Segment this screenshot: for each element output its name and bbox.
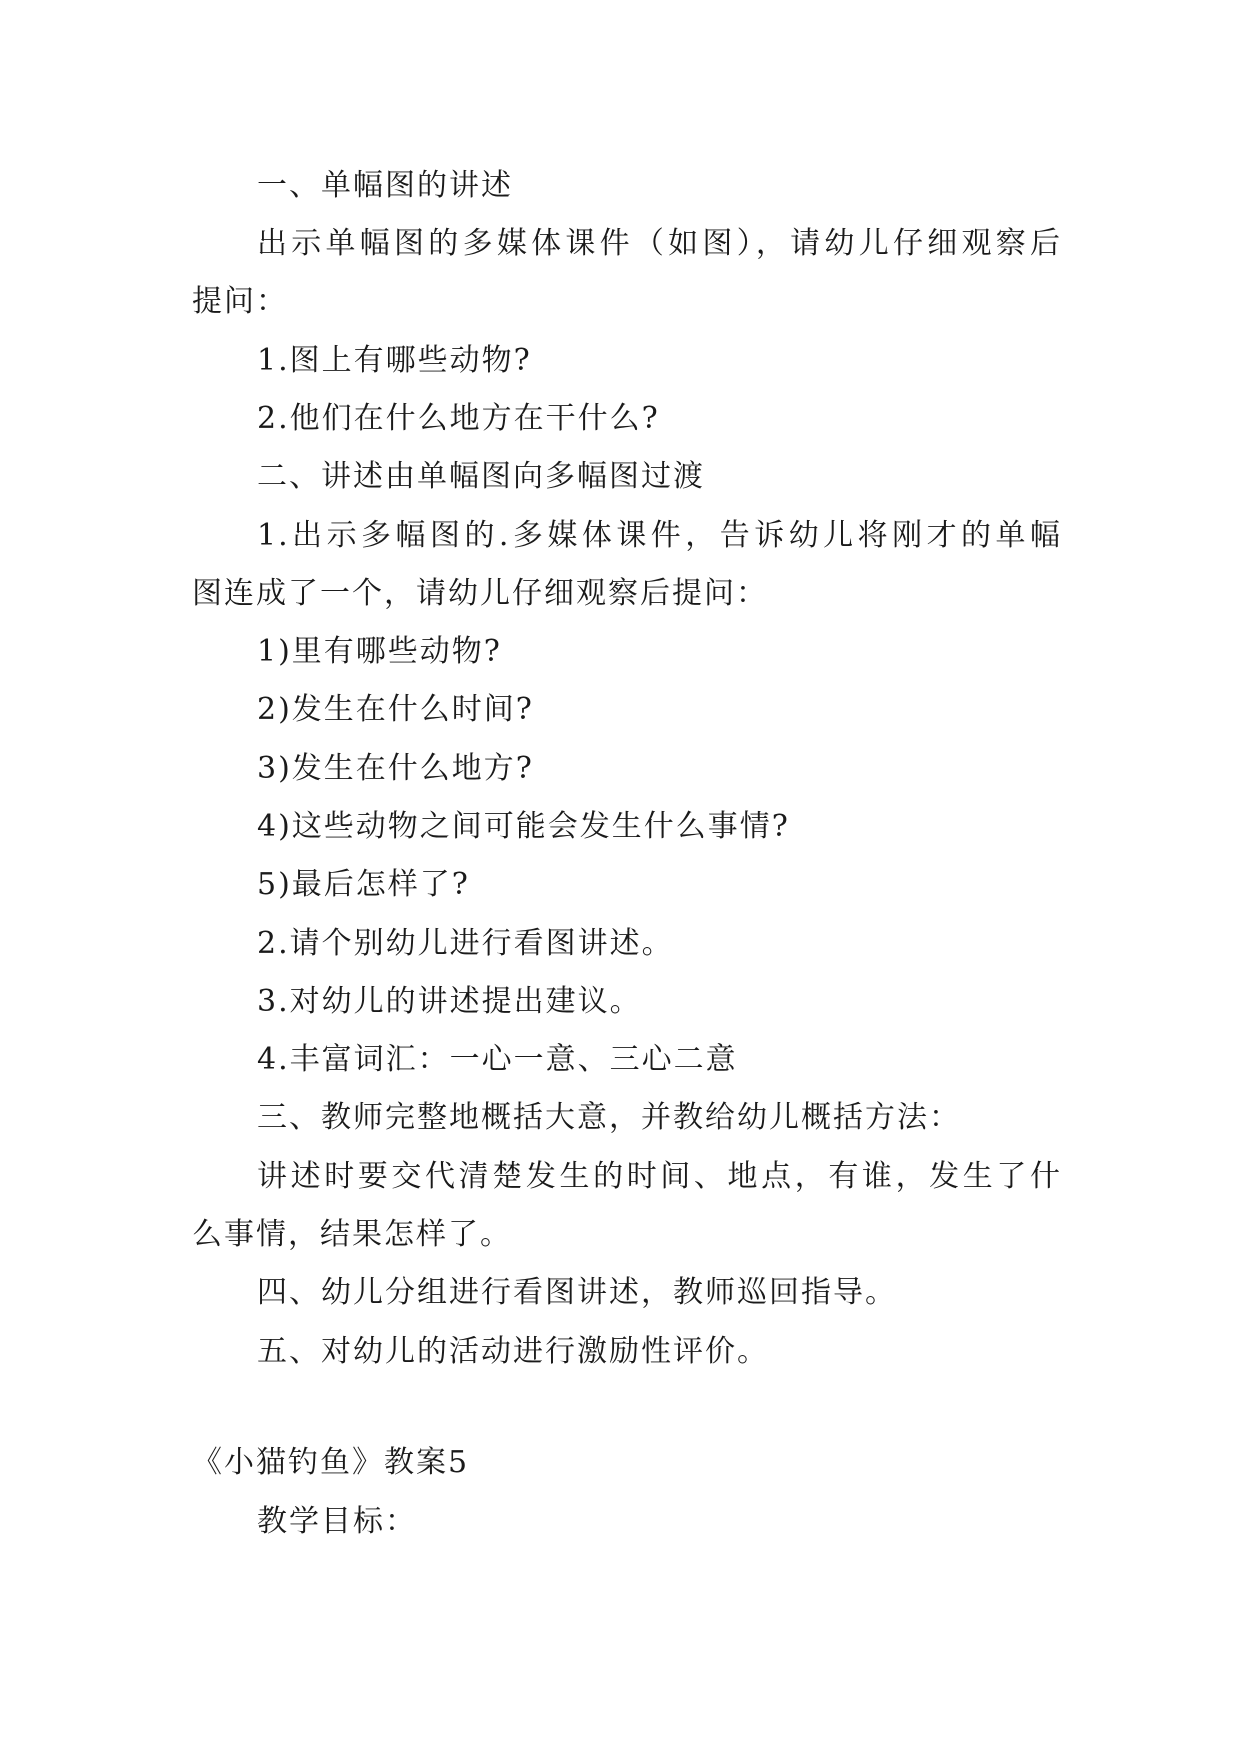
section-heading-2: 二、讲述由单幅图向多幅图过渡 xyxy=(257,459,705,494)
paragraph-line: 出示单幅图的多媒体课件（如图），请幼儿仔细观察后 xyxy=(257,226,1062,261)
question-item: 3)发生在什么地方? xyxy=(257,751,534,786)
question-item: 1.图上有哪些动物? xyxy=(257,343,532,378)
list-item: 4.丰富词汇：一心一意、三心二意 xyxy=(257,1042,738,1077)
paragraph-line: 讲述时要交代清楚发生的时间、地点，有谁，发生了什 xyxy=(257,1159,1062,1194)
paragraph-line: 么事情，结果怎样了。 xyxy=(192,1217,512,1252)
section-heading-4: 四、幼儿分组进行看图讲述，教师巡回指导。 xyxy=(257,1275,897,1310)
paragraph-line: 提问： xyxy=(192,284,288,319)
section-heading-5: 五、对幼儿的活动进行激励性评价。 xyxy=(257,1334,769,1369)
section-heading-3: 三、教师完整地概括大意，并教给幼儿概括方法： xyxy=(257,1100,961,1135)
question-item: 4)这些动物之间可能会发生什么事情? xyxy=(257,809,790,844)
question-item: 5)最后怎样了? xyxy=(257,867,470,902)
list-item: 2.请个别幼儿进行看图讲述。 xyxy=(257,926,674,961)
question-item: 1)里有哪些动物? xyxy=(257,634,502,669)
question-item: 2)发生在什么时间? xyxy=(257,692,534,727)
question-item: 2.他们在什么地方在干什么? xyxy=(257,401,660,436)
subheading: 教学目标： xyxy=(257,1504,417,1539)
document-title: 《小猫钓鱼》教案5 xyxy=(192,1445,470,1480)
paragraph-line: 1.出示多幅图的.多媒体课件，告诉幼儿将刚才的单幅 xyxy=(257,518,1062,553)
list-item: 3.对幼儿的讲述提出建议。 xyxy=(257,984,642,1019)
section-heading-1: 一、单幅图的讲述 xyxy=(257,168,513,203)
paragraph-line: 图连成了一个，请幼儿仔细观察后提问： xyxy=(192,576,768,611)
